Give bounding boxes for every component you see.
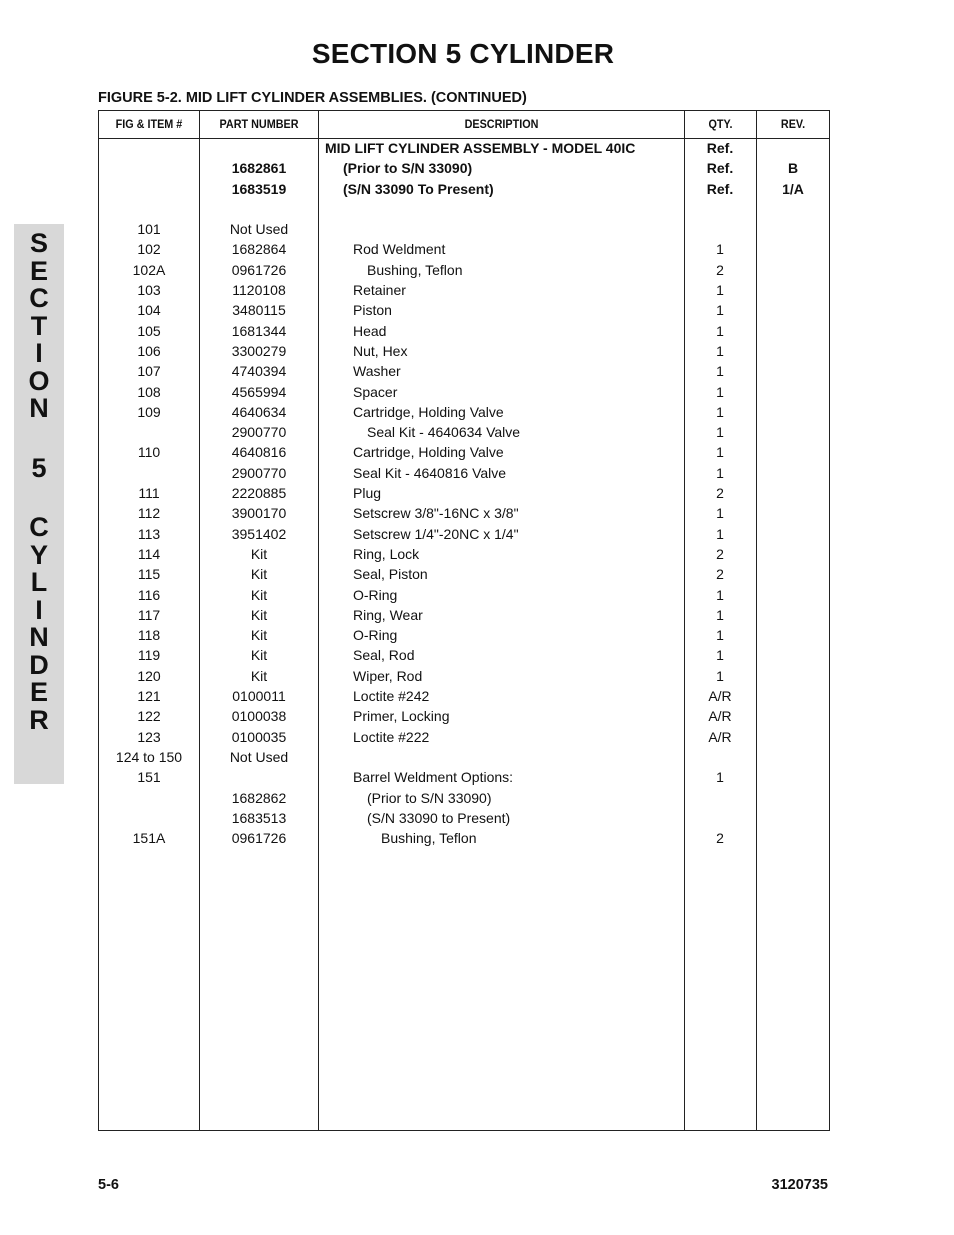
table-row bbox=[99, 727, 829, 747]
side-tab-letters bbox=[14, 230, 64, 734]
qty-cell: 1 bbox=[716, 444, 724, 461]
fig-item-cell: 151A bbox=[132, 830, 166, 847]
header-qty: QTY. bbox=[708, 117, 733, 131]
part-number-cell: Not Used bbox=[229, 748, 289, 765]
description-cell: Nut, Hex bbox=[353, 342, 408, 359]
table-row bbox=[99, 321, 829, 341]
fig-item-cell: 106 bbox=[137, 342, 161, 359]
description-cell: Seal Kit - 4640816 Valve bbox=[353, 464, 507, 481]
part-number-cell: 1120108 bbox=[232, 282, 286, 299]
part-number-cell: 4740394 bbox=[231, 363, 287, 380]
side-tab-letter: Y bbox=[29, 539, 48, 570]
table-row bbox=[99, 382, 829, 402]
fig-item-cell: 111 bbox=[138, 485, 160, 502]
rev-cell: B bbox=[787, 160, 799, 177]
header-rev: REV. bbox=[780, 117, 806, 131]
description-cell: Washer bbox=[353, 363, 401, 380]
qty-cell: 1 bbox=[716, 342, 724, 359]
description-cell: (Prior to S/N 33090) bbox=[343, 160, 473, 177]
part-number-cell: 3480115 bbox=[232, 302, 286, 319]
description-cell: Bushing, Teflon bbox=[367, 261, 463, 278]
qty-cell: A/R bbox=[708, 728, 732, 745]
table-body bbox=[99, 138, 829, 848]
table-row bbox=[99, 666, 829, 686]
table-row bbox=[99, 706, 829, 726]
description-cell: O-Ring bbox=[353, 586, 398, 603]
description-cell: Piston bbox=[353, 302, 392, 319]
qty-cell: 1 bbox=[716, 302, 724, 319]
description-cell: Head bbox=[353, 322, 387, 339]
description-cell: Rod Weldment bbox=[353, 241, 446, 258]
part-number-cell: Not Used bbox=[229, 221, 289, 238]
fig-item-cell: 124 to 150 bbox=[115, 748, 183, 765]
table-row bbox=[99, 463, 829, 483]
side-tab-letter: R bbox=[29, 704, 49, 735]
side-tab-letter: I bbox=[35, 338, 43, 368]
part-number-cell: 0100038 bbox=[231, 708, 287, 725]
part-number-cell: 4640634 bbox=[231, 403, 287, 420]
description-cell: (Prior to S/N 33090) bbox=[367, 789, 492, 806]
table-row bbox=[99, 686, 829, 706]
fig-item-cell: 116 bbox=[137, 586, 161, 603]
part-number-cell: 0961726 bbox=[231, 261, 287, 278]
part-number-cell: 1683519 bbox=[231, 180, 287, 197]
description-cell: Ring, Wear bbox=[353, 606, 423, 623]
description-cell: Primer, Locking bbox=[353, 708, 450, 725]
table-row bbox=[99, 564, 829, 584]
table-row bbox=[99, 361, 829, 381]
section-title: SECTION 5 CYLINDER bbox=[311, 38, 615, 69]
table-row bbox=[99, 524, 829, 544]
qty-cell: 1 bbox=[716, 464, 724, 481]
side-tab-letter: N bbox=[29, 622, 49, 652]
description-cell: MID LIFT CYLINDER ASSEMBLY - MODEL 40IC bbox=[325, 140, 636, 156]
part-number-cell: Kit bbox=[250, 627, 268, 644]
side-tab-letter: L bbox=[30, 567, 48, 597]
fig-item-cell: 103 bbox=[137, 282, 161, 299]
parts-table bbox=[98, 110, 830, 1131]
description-cell: Setscrew 3/8"-16NC x 3/8" bbox=[353, 505, 519, 522]
part-number-cell: 2900770 bbox=[231, 424, 287, 441]
part-number-cell: 2220885 bbox=[231, 485, 287, 502]
qty-cell: 1 bbox=[716, 525, 724, 542]
table-row bbox=[99, 747, 829, 767]
description-cell: Loctite #222 bbox=[353, 728, 430, 745]
part-number-cell: 4640816 bbox=[231, 444, 287, 461]
qty-cell: 1 bbox=[716, 667, 724, 684]
qty-cell: 2 bbox=[716, 485, 724, 502]
description-cell: Retainer bbox=[353, 282, 406, 299]
table-row bbox=[99, 625, 829, 645]
part-number-cell: 1681344 bbox=[231, 322, 287, 339]
fig-item-cell: 115 bbox=[137, 566, 161, 583]
rev-cell: 1/A bbox=[782, 180, 804, 197]
fig-item-cell: 151 bbox=[137, 769, 161, 786]
side-tab-letter: I bbox=[35, 594, 43, 625]
side-tab-letter: S bbox=[29, 228, 48, 258]
qty-cell: Ref. bbox=[706, 180, 734, 197]
qty-cell: A/R bbox=[708, 688, 732, 705]
description-cell: Spacer bbox=[353, 383, 398, 400]
qty-cell: 1 bbox=[716, 282, 724, 299]
side-tab-letter: O bbox=[28, 365, 50, 396]
fig-item-cell: 105 bbox=[137, 322, 161, 339]
section-side-tab bbox=[14, 224, 64, 784]
side-tab-letter: E bbox=[29, 677, 48, 707]
side-tab-letter: C bbox=[29, 283, 49, 313]
qty-cell: 1 bbox=[716, 322, 724, 339]
side-tab-letter: C bbox=[29, 512, 49, 542]
table-row bbox=[99, 341, 829, 361]
description-cell: Wiper, Rod bbox=[353, 667, 423, 684]
table-row bbox=[99, 199, 829, 219]
description-cell: Plug bbox=[353, 485, 382, 502]
table-row bbox=[99, 422, 829, 442]
document-number: 3120735 bbox=[771, 1177, 828, 1193]
part-number-cell: 0100035 bbox=[231, 728, 287, 745]
table-row bbox=[99, 544, 829, 564]
part-number-cell: Kit bbox=[250, 566, 268, 583]
part-number-cell: Kit bbox=[250, 586, 268, 603]
table-row bbox=[99, 179, 829, 199]
part-number-cell: Kit bbox=[250, 647, 268, 664]
fig-item-cell: 102A bbox=[132, 261, 166, 278]
part-number-cell: 1682864 bbox=[231, 241, 287, 258]
side-tab-letter: 5 bbox=[31, 452, 47, 483]
part-number-cell: 2900770 bbox=[231, 464, 287, 481]
fig-item-cell: 123 bbox=[137, 728, 161, 745]
description-cell: Seal, Piston bbox=[353, 566, 428, 583]
fig-item-cell: 107 bbox=[137, 363, 161, 380]
fig-item-cell: 120 bbox=[137, 667, 161, 684]
part-number-cell: 4565994 bbox=[231, 383, 287, 400]
table-row bbox=[99, 808, 829, 828]
fig-item-cell: 112 bbox=[137, 505, 161, 522]
description-cell: Loctite #242 bbox=[353, 688, 430, 705]
qty-cell: Ref. bbox=[706, 160, 734, 177]
qty-cell: 1 bbox=[716, 383, 724, 400]
fig-item-cell: 110 bbox=[137, 444, 161, 461]
description-cell: O-Ring bbox=[353, 627, 398, 644]
table-row bbox=[99, 788, 829, 808]
description-cell: (S/N 33090 To Present) bbox=[343, 180, 494, 197]
fig-item-cell: 109 bbox=[137, 403, 161, 420]
table-row bbox=[99, 828, 829, 848]
side-tab-letter: D bbox=[29, 649, 49, 680]
qty-cell: 2 bbox=[716, 830, 724, 847]
part-number-cell: 3951402 bbox=[231, 525, 287, 542]
table-row bbox=[99, 503, 829, 523]
table-row bbox=[99, 219, 829, 239]
description-cell: (S/N 33090 to Present) bbox=[367, 809, 511, 826]
table-row bbox=[99, 767, 829, 787]
qty-cell: Ref. bbox=[706, 140, 734, 156]
description-cell: Seal Kit - 4640634 Valve bbox=[367, 424, 521, 441]
header-description: DESCRIPTION bbox=[464, 117, 539, 131]
fig-item-cell: 102 bbox=[137, 241, 161, 258]
qty-cell: 1 bbox=[716, 424, 724, 441]
table-row bbox=[99, 239, 829, 259]
table-row bbox=[99, 483, 829, 503]
table-row bbox=[99, 585, 829, 605]
qty-cell: 1 bbox=[716, 241, 724, 258]
part-number-cell: Kit bbox=[250, 667, 268, 684]
qty-cell: 1 bbox=[716, 627, 724, 644]
table-row bbox=[99, 158, 829, 178]
description-cell: Ring, Lock bbox=[353, 545, 420, 562]
fig-item-cell: 114 bbox=[137, 545, 161, 562]
description-cell: Seal, Rod bbox=[353, 647, 415, 664]
side-tab-letter: E bbox=[29, 255, 48, 286]
fig-item-cell: 121 bbox=[137, 688, 161, 705]
fig-item-cell: 113 bbox=[137, 525, 161, 542]
qty-cell: 1 bbox=[716, 647, 724, 664]
page-number: 5-6 bbox=[98, 1177, 119, 1193]
table-row bbox=[99, 605, 829, 625]
part-number-cell: 1682862 bbox=[231, 789, 287, 806]
qty-cell: 2 bbox=[716, 566, 724, 583]
part-number-cell: Kit bbox=[250, 606, 268, 623]
header-fig-item: FIG & ITEM # bbox=[115, 117, 183, 131]
table-row bbox=[99, 402, 829, 422]
part-number-cell: 1683513 bbox=[231, 809, 287, 826]
part-number-cell: 0961726 bbox=[231, 830, 287, 847]
qty-cell: 1 bbox=[716, 403, 724, 420]
part-number-cell: 3900170 bbox=[231, 505, 287, 522]
qty-cell: 2 bbox=[716, 545, 724, 562]
description-cell: Cartridge, Holding Valve bbox=[353, 444, 504, 461]
side-tab-letter: T bbox=[30, 310, 48, 341]
qty-cell: 1 bbox=[716, 363, 724, 380]
qty-cell: 1 bbox=[716, 505, 724, 522]
fig-item-cell: 108 bbox=[137, 383, 161, 400]
qty-cell: 2 bbox=[716, 261, 724, 278]
fig-item-cell: 117 bbox=[137, 606, 161, 623]
part-number-cell: Kit bbox=[250, 545, 268, 562]
table-row bbox=[99, 442, 829, 462]
fig-item-cell: 118 bbox=[137, 627, 161, 644]
qty-cell: 1 bbox=[716, 606, 724, 623]
figure-caption: FIGURE 5-2. MID LIFT CYLINDER ASSEMBLIES. (CONTINUED) bbox=[98, 90, 527, 106]
description-cell: Barrel Weldment Options: bbox=[353, 769, 514, 786]
table-row bbox=[99, 645, 829, 665]
qty-cell: A/R bbox=[708, 708, 732, 725]
fig-item-cell: 119 bbox=[137, 647, 161, 664]
fig-item-cell: 101 bbox=[137, 221, 161, 238]
table-row bbox=[99, 280, 829, 300]
table-row bbox=[99, 260, 829, 280]
description-cell: Bushing, Teflon bbox=[381, 830, 477, 847]
part-number-cell: 0100011 bbox=[232, 688, 286, 705]
qty-cell: 1 bbox=[716, 586, 724, 603]
description-cell: Cartridge, Holding Valve bbox=[353, 403, 504, 420]
table-row bbox=[99, 138, 829, 158]
table-row bbox=[99, 300, 829, 320]
fig-item-cell: 122 bbox=[137, 708, 161, 725]
part-number-cell: 3300279 bbox=[231, 342, 287, 359]
description-cell: Setscrew 1/4"-20NC x 1/4" bbox=[353, 525, 519, 542]
part-number-cell: 1682861 bbox=[231, 160, 287, 177]
qty-cell: 1 bbox=[716, 769, 724, 786]
header-part-number: PART NUMBER bbox=[219, 117, 299, 131]
side-tab-letter: N bbox=[29, 393, 49, 423]
fig-item-cell: 104 bbox=[137, 302, 161, 319]
